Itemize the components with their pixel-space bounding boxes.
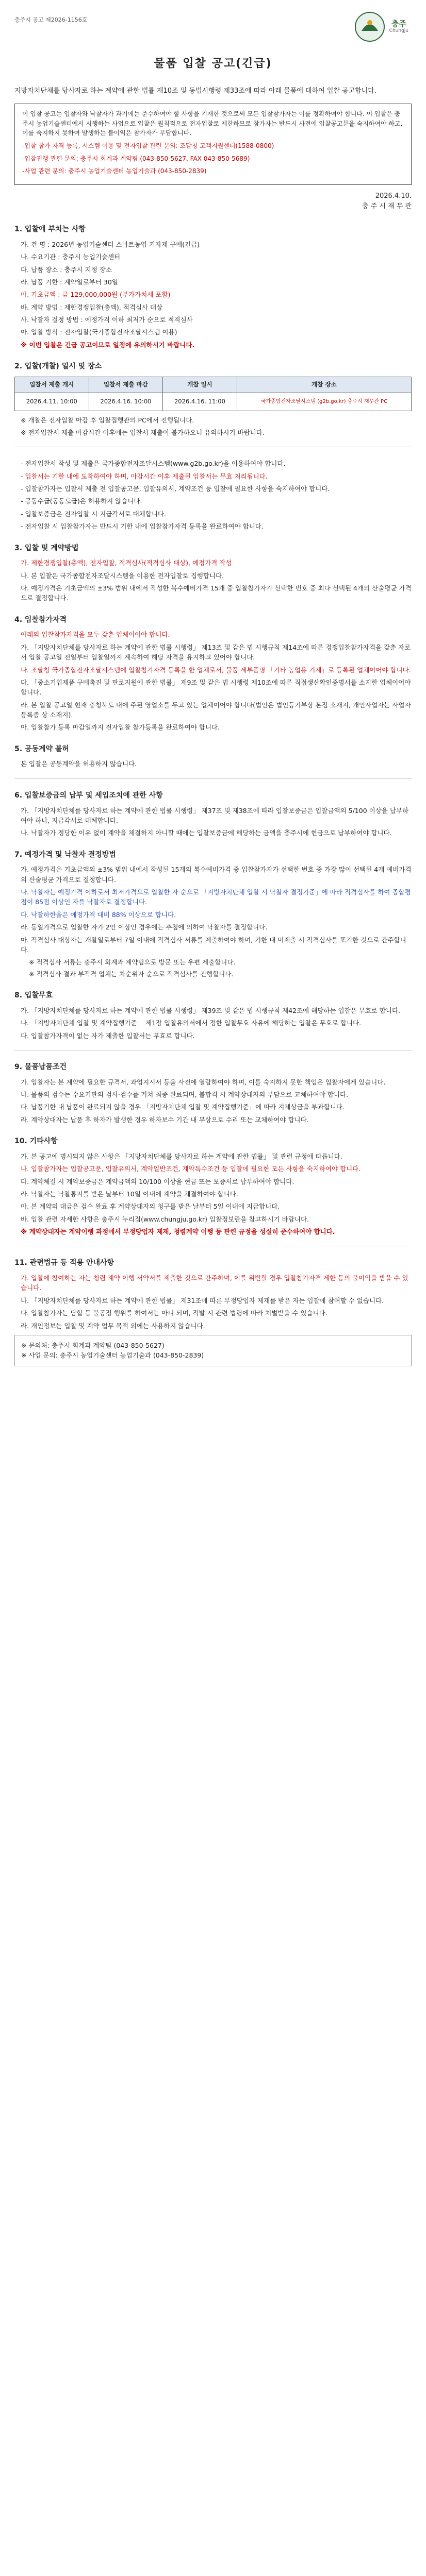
section-heading: 10. 기타사항 bbox=[14, 1137, 58, 1146]
list-item: - 입찰참가자는 입찰서 제출 전 입찰공고문, 입찰유의서, 계약조건 등 입찰에 필요한 사항을 숙지하여야 합니다. bbox=[21, 485, 330, 493]
list-item: - 전자입찰서 작성 및 제출은 국가종합전자조달시스템(www.g2b.go.kr)을 이용하여야 합니다. bbox=[21, 460, 286, 468]
note-line: ※ 개찰은 전자입찰 마감 후 입찰집행관의 PC에서 진행됩니다. bbox=[21, 416, 194, 424]
list-item: 나. 물품의 검수는 수요기관의 검사·검수를 거쳐 최종 완료되며, 불합격 시 계약상대자의 부담으로 교체하여야 합니다. bbox=[21, 1090, 349, 1098]
table-cell: 2026.4.11. 10:00 bbox=[15, 393, 89, 411]
section-heading: 11. 관련법규 등 적용 안내사항 bbox=[14, 1259, 114, 1267]
notice-number: 충주시 공고 제2026-1156호 bbox=[14, 16, 88, 23]
notice-date: 2026.4.10. bbox=[375, 192, 412, 200]
list-item: 나. 입찰참가자는 입찰공고문, 입찰유의서, 계약일반조건, 계약특수조건 등 입찰에 필요한 모든 사항을 숙지하여야 합니다. bbox=[21, 1165, 361, 1173]
list-item: 아. 입찰 방식 : 전자입찰(국가종합전자조달시스템 이용) bbox=[21, 328, 177, 336]
note-line: ※ 전자입찰서 제출 마감시간 이후에는 입찰서 제출이 불가하오니 유의하시기 바랍니다. bbox=[21, 428, 265, 436]
list-item: 다. 예정가격은 기초금액의 ±3% 범위 내에서 작성한 복수예비가격 15개 중 입찰참가자가 선택한 번호 중 최다 선택된 4개의 산술평균 가격으로 결정합니다. bbox=[21, 584, 412, 602]
table-header: 입찰서 제출 마감 bbox=[89, 377, 163, 393]
list-item: 나. 본 입찰은 국가종합전자조달시스템을 이용한 전자입찰로 집행합니다. bbox=[21, 571, 224, 580]
list-item: - 입찰서는 기한 내에 도착하여야 하며, 마감시간 이후 제출된 입찰서는 무효 처리됩니다. bbox=[21, 472, 268, 480]
list-item: 다. 납품 장소 : 충주시 지정 장소 bbox=[21, 265, 112, 274]
note-line: ※ 적격심사 서류는 충주시 회계과 계약팀으로 방문 또는 우편 제출합니다. bbox=[29, 958, 236, 967]
section-heading: 8. 입찰무효 bbox=[14, 991, 53, 1000]
list-item: 다. 입찰참가자격이 없는 자가 제출한 입찰서는 무효로 합니다. bbox=[21, 1031, 195, 1040]
table-header: 개찰 일시 bbox=[163, 377, 237, 393]
section-4 bbox=[14, 615, 412, 733]
list-item: - 공동수급(공동도급)은 허용하지 않습니다. bbox=[21, 497, 142, 505]
contact-contract: -입찰진행 관련 문의: 충주시 회계과 계약팀 (043-850-5627, FAX 043-850-5689) bbox=[22, 155, 250, 162]
table-cell: 국가종합전자조달시스템 (g2b.go.kr) 충주시 재무관 PC bbox=[237, 393, 411, 411]
section-6 bbox=[14, 790, 412, 838]
section-2 bbox=[14, 361, 412, 437]
list-item: 바. 입찰 관련 자세한 사항은 충주시 누리집(www.chungju.go.kr) 입찰정보란을 참고하시기 바랍니다. bbox=[21, 1215, 309, 1223]
list-item: 마. 적격심사 대상자는 개찰일로부터 7일 이내에 적격심사 서류를 제출하여야 하며, 기한 내 미제출 시 적격심사를 포기한 것으로 간주합니다. bbox=[21, 936, 406, 954]
section-10 bbox=[14, 1136, 412, 1236]
list-item: 사. 낙찰자 결정 방법 : 예정가격 이하 최저가 순으로 적격심사 bbox=[21, 316, 193, 324]
list-item: 나. 수요기관 : 충주시 농업기술센터 bbox=[21, 253, 121, 261]
document-title: 물품 입찰 공고(긴급) bbox=[154, 57, 272, 71]
section-3 bbox=[14, 543, 412, 603]
list-item: 나. 조달청 국가종합전자조달시스템에 입찰참가자격 등록을 한 업체로서, 물품 세부품명 「기타 농업용 기계」로 등록된 업체이어야 합니다. bbox=[21, 666, 411, 674]
contact-note: ※ 사업 문의: 충주시 농업기술센터 농업기술과 (043-850-2839) bbox=[21, 1351, 204, 1360]
section-heading: 3. 입찰 및 계약방법 bbox=[14, 544, 79, 552]
section-heading: 6. 입찰보증금의 납부 및 세입조치에 관한 사항 bbox=[14, 791, 163, 800]
section-9 bbox=[14, 1062, 412, 1125]
list-item: 나. 「지방자치단체 입찰 및 계약집행기준」 제1장 입찰유의서에서 정한 입찰무효 사유에 해당하는 입찰은 무효로 합니다. bbox=[21, 1019, 362, 1027]
logo-wordmark: 충주 Chungju bbox=[389, 19, 408, 34]
list-item: 바. 계약 방법 : 제한경쟁입찰(총액), 적격심사 대상 bbox=[21, 303, 163, 311]
list-item: 마. 입찰참가 등록 마감일까지 전자입찰 참가등록을 완료하여야 합니다. bbox=[21, 723, 220, 732]
list-item: 가. 입찰에 참여하는 자는 청렴 계약 이행 서약서를 제출한 것으로 간주하며, 이를 위반할 경우 입찰참가자격 제한 등의 불이익을 받을 수 있습니다. bbox=[21, 1274, 408, 1292]
list-item: 마. 본 계약의 대금은 검수 완료 후 계약상대자의 청구를 받은 날부터 5일 이내에 지급합니다. bbox=[21, 1202, 280, 1211]
list-item: - 입찰보증금은 전자입찰 시 지급각서로 대체합니다. bbox=[21, 510, 166, 518]
list-item: 나. 낙찰자는 예정가격 이하로서 최저가격으로 입찰한 자 순으로 「지방자치단체 입찰 시 낙찰자 결정기준」에 따라 적격심사를 하여 종합평점이 85점 이상인 자를 낙찰자로 결정합니다. bbox=[21, 888, 411, 906]
list-item: 나. 「지방자치단체를 당사자로 하는 계약에 관한 법률」 제31조에 따른 부정당업자 제재를 받은 자는 입찰에 참여할 수 없습니다. bbox=[21, 1296, 384, 1304]
footer-note-box bbox=[14, 1335, 412, 1366]
submission-notes bbox=[14, 459, 412, 531]
list-item: 다. 납품기한 내 납품이 완료되지 않을 경우 「지방자치단체 입찰 및 계약집행기준」에 따라 지체상금을 부과합니다. bbox=[21, 1103, 345, 1111]
list-item: 가. 「지방자치단체를 당사자로 하는 계약에 관한 법률 시행령」 제13조 및 같은 법 시행규칙 제14조에 따른 경쟁입찰참가자격을 갖춘 자로서 입찰 공고일 전일부터 입찰일까지 계속하여 해당 자격을 유지하고 있어야 합니다. bbox=[21, 643, 411, 662]
list-item: 나. 낙찰자가 정당한 이유 없이 계약을 체결하지 아니할 때에는 입찰보증금에 해당하는 금액을 충주시에 현금으로 납부하여야 합니다. bbox=[21, 829, 392, 837]
list-item: 라. 동일가격으로 입찰한 자가 2인 이상인 경우에는 추첨에 의하여 낙찰자를 결정합니다. bbox=[21, 923, 268, 931]
list-item: 가. 입찰자는 본 계약에 필요한 규격서, 과업지시서 등을 사전에 열람하여야 하며, 이를 숙지하지 못한 책임은 입찰자에게 있습니다. bbox=[21, 1078, 386, 1086]
list-item: 가. 건 명 : 2026년 농업기술센터 스마트농업 기자재 구매(긴급) bbox=[21, 240, 200, 248]
list-item: 라. 계약상대자는 납품 후 하자가 발생한 경우 하자보수 기간 내 무상으로 수리 또는 교체하여야 합니다. bbox=[21, 1115, 309, 1124]
list-item: 라. 낙찰자는 낙찰통지를 받은 날부터 10일 이내에 계약을 체결하여야 합니다. bbox=[21, 1190, 238, 1198]
list-item: 가. 제한경쟁입찰(총액), 전자입찰, 적격심사(적격심사 대상), 예정가격 작성 bbox=[21, 559, 232, 567]
contact-note: ※ 문의처: 충주시 회계과 계약팀 (043-850-5627) bbox=[21, 1341, 165, 1349]
section-5 bbox=[14, 744, 412, 769]
list-item: 가. 「지방자치단체를 당사자로 하는 계약에 관한 법률 시행령」 제37조 및 제38조에 따라 입찰보증금은 입찰금액의 5/100 이상을 납부하여야 하나, 지급각서로 대체합니다. bbox=[21, 806, 409, 824]
contact-project: -사업 관련 문의: 충주시 농업기술센터 농업기술과 (043-850-2839) bbox=[22, 167, 207, 175]
list-item: 마. 기초금액 : 금 129,000,000원 (부가가치세 포함) bbox=[21, 291, 171, 299]
schedule-table bbox=[14, 377, 412, 411]
section-lead: 아래의 입찰참가자격을 모두 갖춘 업체이어야 합니다. bbox=[21, 631, 170, 639]
list-item: 다. 「중소기업제품 구매촉진 및 판로지원에 관한 법률」 제9조 및 같은 법 시행령 제10조에 따른 직접생산확인증명서를 소지한 업체이어야 합니다. bbox=[21, 678, 411, 697]
section-heading: 4. 입찰참가자격 bbox=[14, 615, 67, 624]
city-emblem-icon bbox=[353, 10, 386, 43]
list-item: 가. 「지방자치단체를 당사자로 하는 계약에 관한 법률 시행령」 제39조 및 같은 법 시행규칙 제42조에 해당하는 입찰은 무효로 합니다. bbox=[21, 1006, 401, 1014]
intro-paragraph: 지방자치단체를 당사자로 하는 계약에 관한 법률 제10조 및 동법시행령 제33조에 따라 아래 물품에 대하여 입찰 공고합니다. bbox=[14, 87, 376, 95]
section-11 bbox=[14, 1258, 412, 1366]
section-8 bbox=[14, 990, 412, 1041]
list-item: 다. 낙찰하한율은 예정가격 대비 88% 이상으로 합니다. bbox=[21, 910, 176, 919]
section-7 bbox=[14, 850, 412, 979]
contact-registration: -입찰 참가 자격 등록, 시스템 이용 및 전자입찰 관련 문의: 조달청 고객지원센터(1588-0800) bbox=[22, 142, 274, 150]
highlight-note: ※ 계약상대자는 계약이행 과정에서 부정당업자 제재, 청렴계약 이행 등 관련 규정을 성실히 준수하여야 합니다. bbox=[21, 1228, 335, 1235]
notice-signatory: 충 주 시 재 무 관 bbox=[362, 202, 412, 210]
section-heading: 5. 공동계약 불허 bbox=[14, 744, 69, 753]
list-item: 라. 개인정보는 입찰 및 계약 업무 목적 외에는 사용하지 않습니다. bbox=[21, 1321, 205, 1330]
section-heading: 9. 물품납품조건 bbox=[14, 1062, 67, 1071]
section-heading: 2. 입찰(개찰) 일시 및 장소 bbox=[14, 362, 102, 371]
list-item: 다. 입찰참가자는 담합 등 불공정 행위를 하여서는 아니 되며, 적발 시 관련 법령에 따라 처벌받을 수 있습니다. bbox=[21, 1309, 327, 1317]
note-line: ※ 적격심사 결과 부적격 업체는 차순위자 순으로 적격심사를 진행합니다. bbox=[29, 970, 234, 978]
list-item: 다. 계약체결 시 계약보증금은 계약금액의 10/100 이상을 현금 또는 보증서로 납부하여야 합니다. bbox=[21, 1177, 294, 1185]
table-header: 입찰서 제출 개시 bbox=[15, 377, 89, 393]
list-item: - 전자입찰 시 입찰참가자는 반드시 기한 내에 입찰참가자격 등록을 완료하여야 합니다. bbox=[21, 522, 264, 531]
city-logo bbox=[353, 10, 408, 43]
table-row bbox=[15, 393, 412, 411]
table-cell: 2026.4.16. 10:00 bbox=[89, 393, 163, 411]
notice-box-text: 이 입찰 공고는 입찰자와 낙찰자가 과거에는 준수하여야 할 사항을 기재한 것으로써 모든 입찰참가자는 이를 정확하여야 합니다. 이 입찰은 충주시 농업기술센터에서 시행하는 사업으로 입찰은 원칙적으로 전자입찰로 제한하므로 참가자는 반드시 사전에 입찰공고문을 숙지하여야 하고, 이를 숙지하지 못하여 발생하는 불이익은 참가자가 부담합니다. bbox=[22, 110, 403, 137]
table-cell: 2026.4.16. 11:00 bbox=[163, 393, 237, 411]
notice-box bbox=[14, 104, 412, 185]
list-item: 가. 본 공고에 명시되지 않은 사항은 「지방자치단체를 당사자로 하는 계약에 관한 법률」 및 관련 규정에 따릅니다. bbox=[21, 1152, 342, 1160]
section-1 bbox=[14, 224, 412, 350]
list-item: 라. 본 입찰 공고일 현재 충청북도 내에 주된 영업소를 두고 있는 업체이어야 합니다(법인은 법인등기부상 본점 소재지, 개인사업자는 사업자등록증 상 소재지). bbox=[21, 701, 411, 719]
section-heading: 7. 예정가격 및 낙찰자 결정방법 bbox=[14, 850, 116, 859]
section-body: 본 입찰은 공동계약을 허용하지 않습니다. bbox=[21, 760, 137, 768]
table-header: 개찰 장소 bbox=[237, 377, 411, 393]
section-heading: 1. 입찰에 부치는 사항 bbox=[14, 225, 86, 234]
urgent-notice: ※ 이번 입찰은 긴급 공고이므로 일정에 유의하시기 바랍니다. bbox=[21, 341, 195, 349]
list-item: 라. 납품 기한 : 계약일로부터 30일 bbox=[21, 278, 118, 286]
divider bbox=[14, 778, 412, 779]
list-item: 가. 예정가격은 기초금액의 ±3% 범위 내에서 작성된 15개의 복수예비가격 중 입찰참가자가 선택한 번호 중 가장 많이 선택된 4개 예비가격의 산술평균 가격으로 결정합니다. bbox=[21, 866, 412, 884]
